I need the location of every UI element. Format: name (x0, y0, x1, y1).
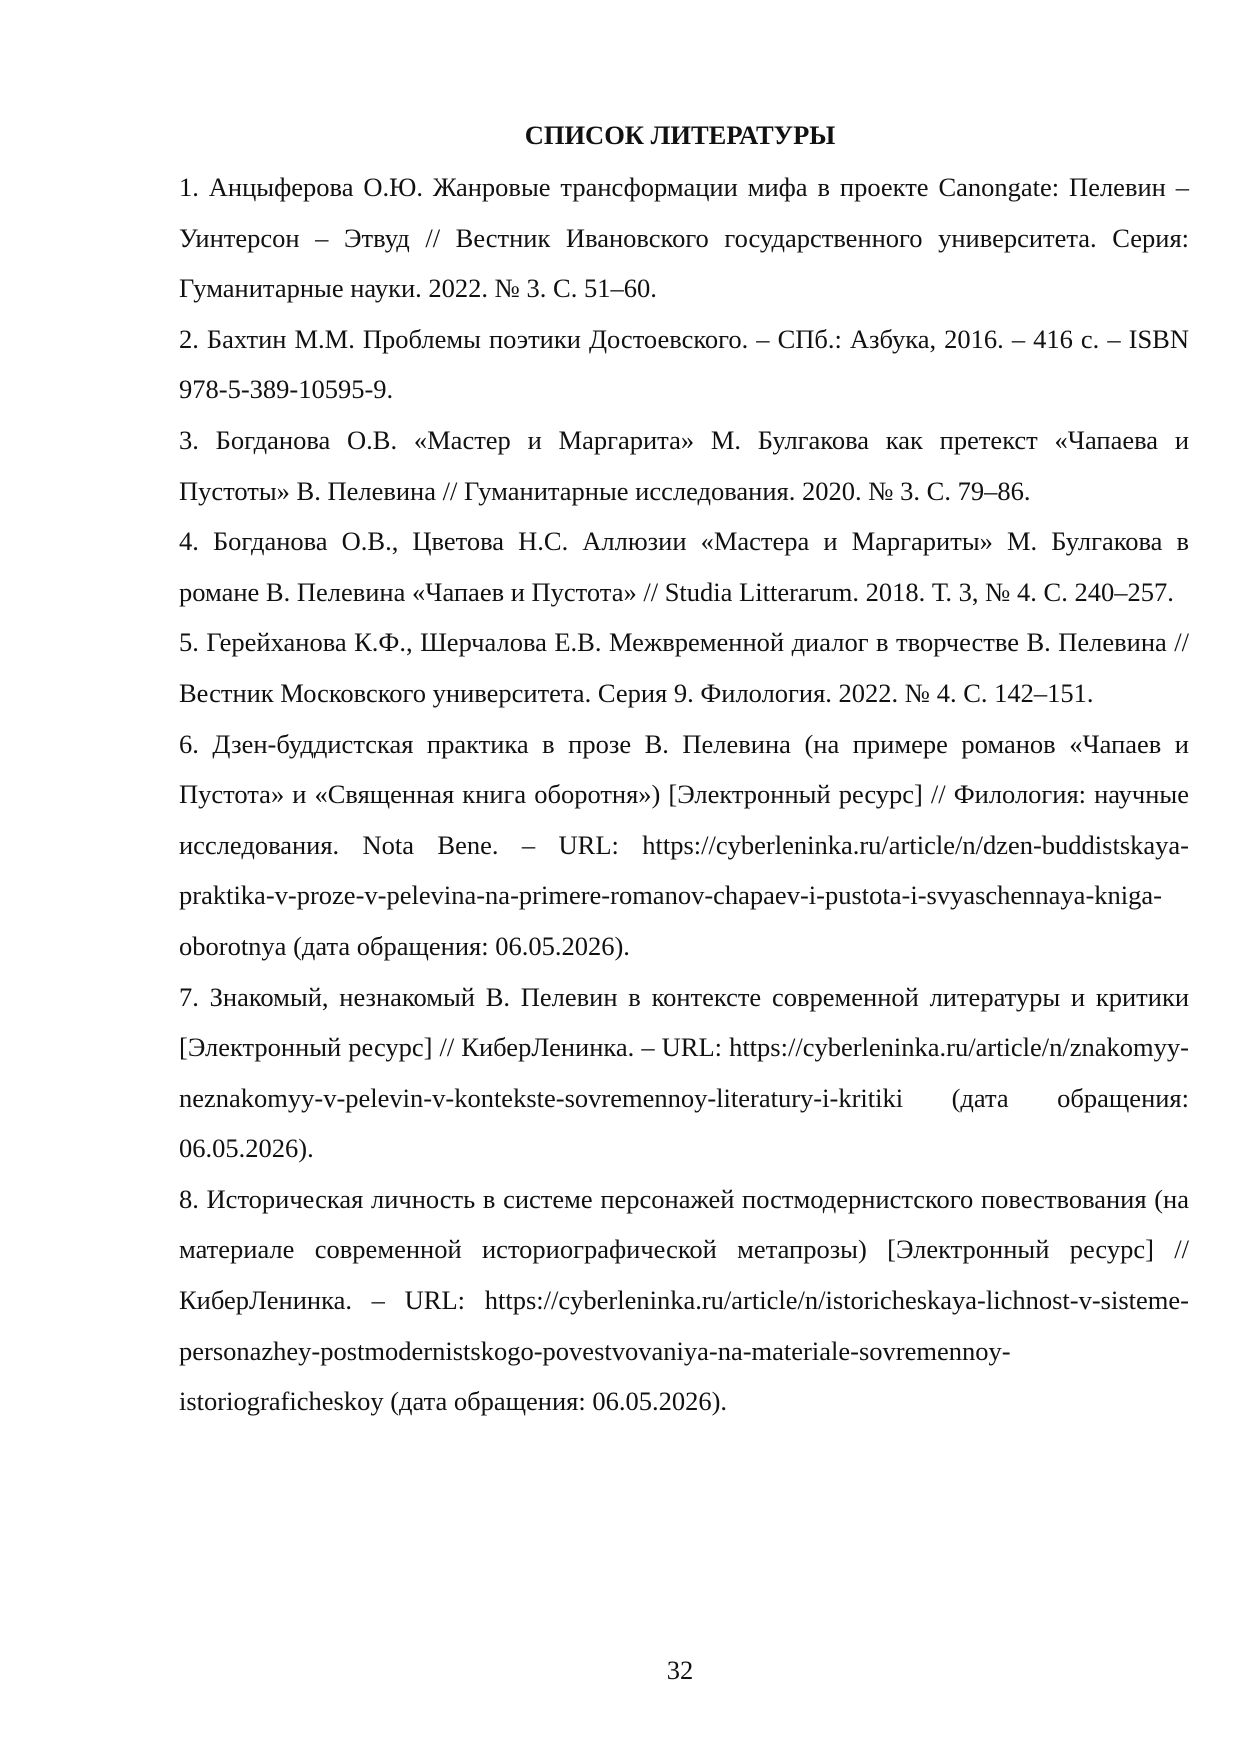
reference-item: 3. Богданова О.В. «Мастер и Маргарита» М. Булгакова как претекст «Чапаева и Пустоты» В. Пелевина // Гуманитарные исследования. 2020. № 3. С. 79–86. (179, 424, 1189, 506)
reference-item: 1. Анцыферова О.Ю. Жанровые трансформации мифа в проекте Canongate: Пелевин – Уинтерсон – Этвуд // Вестник Ивановского государственного университета. Серия: Гуманитарные науки. 2022. № 3. С. 51–60. (179, 172, 1189, 304)
reference-list (179, 162, 1189, 1427)
page-title: СПИСОК ЛИТЕРАТУРЫ (524, 120, 836, 150)
reference-item: 7. Знакомый, незнакомый В. Пелевин в контексте современной литературы и критики [Электронный ресурс] // КиберЛенинка. – URL: https://cyberleninka.ru/article/n/znakomyy-neznakomyy-v-pelevin-v-kontekste-sovremennoy-literatury-i-kritiki (дата обращения: 06.05.2026). (179, 981, 1189, 1164)
reference-item: 2. Бахтин М.М. Проблемы поэтики Достоевского. – СПб.: Азбука, 2016. – 416 с. – ISBN 978-5-389-10595-9. (179, 323, 1189, 405)
reference-item: 4. Богданова О.В., Цветова Н.С. Аллюзии «Мастера и Маргариты» М. Булгакова в романе В. Пелевина «Чапаев и Пустота» // Studia Litterarum. 2018. Т. 3, № 4. С. 240–257. (179, 526, 1189, 607)
reference-item: 5. Герейханова К.Ф., Шерчалова Е.В. Межвременной диалог в творчестве В. Пелевина // Вестник Московского университета. Серия 9. Филология. 2022. № 4. С. 142–151. (179, 627, 1189, 708)
page-number: 32 (666, 1655, 694, 1685)
reference-item: 6. Дзен-буддистская практика в прозе В. Пелевина (на примере романов «Чапаев и Пустота» и «Священная книга оборотня») [Электронный ресурс] // Филология: научные исследования. Nota Bene. – URL: https://cyberleninka.ru/article/n/dzen-buddistskaya-praktika-v-proze-v-pelevina-na-primere-romanov-chapaev-i-pustota-i-svyaschennaya-kniga-oborotnya (дата обращения: 06.05.2026). (179, 728, 1189, 961)
reference-item: 8. Историческая личность в системе персонажей постмодернистского повествования (на материале современной историографической метапрозы) [Электронный ресурс] // КиберЛенинка. – URL: https://cyberleninka.ru/article/n/istoricheskaya-lichnost-v-sisteme-personazhey-postmodernistskogo-povestvovaniya-na-materiale-sovremennoy-istoriograficheskoy (дата обращения: 06.05.2026). (179, 1183, 1189, 1417)
